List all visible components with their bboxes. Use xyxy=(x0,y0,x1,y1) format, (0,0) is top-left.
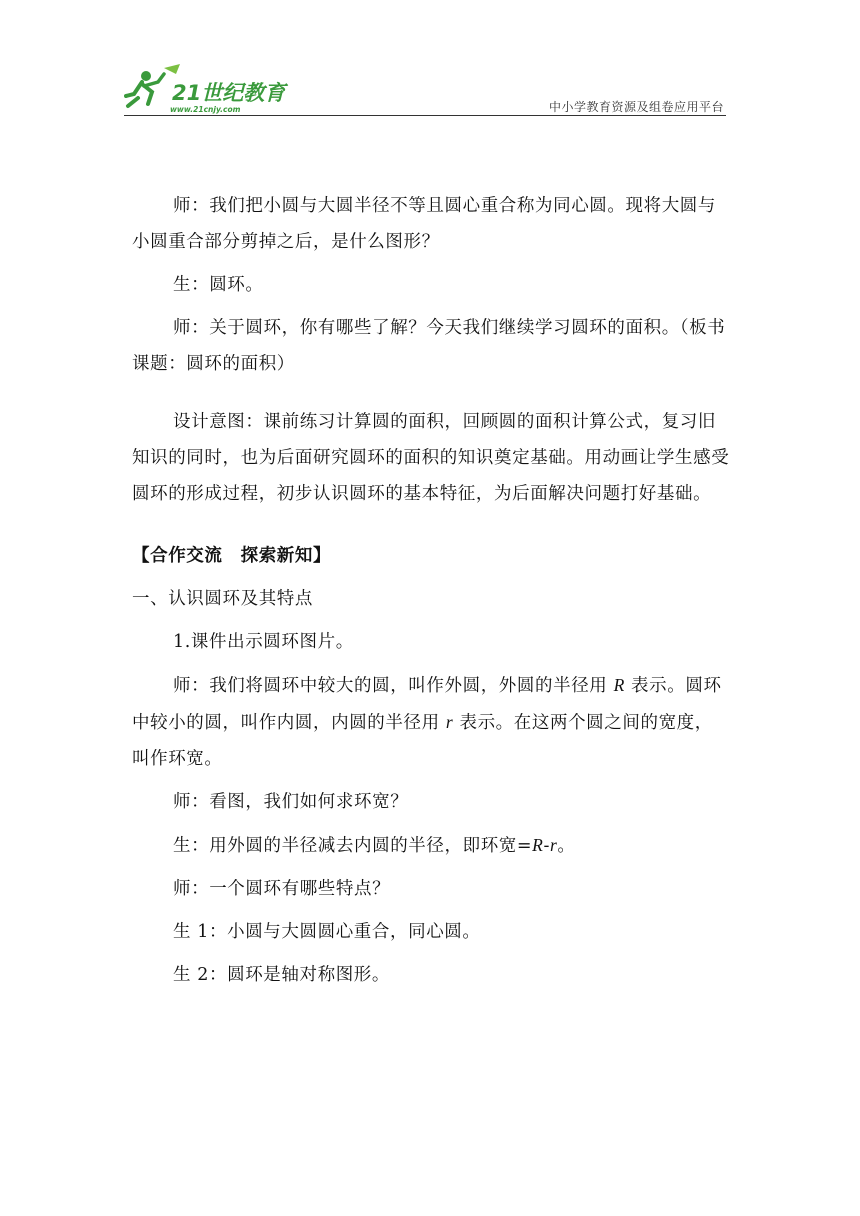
subheading: 一、认识圆环及其特点 xyxy=(132,589,313,609)
header-rule xyxy=(124,115,726,116)
text: 。 xyxy=(557,836,576,856)
site-name: 中小学教育资源及组卷应用平台 xyxy=(548,100,724,114)
logo xyxy=(124,62,294,118)
text: 生：用外圆的半径减去内圆的半径，即环宽= xyxy=(173,836,533,856)
paragraph: 师：关于圆环，你有哪些了解？今天我们继续学习圆环的面积。（板书课题：圆环的面积） xyxy=(132,318,726,374)
paragraph xyxy=(132,827,730,864)
minus-sign: - xyxy=(543,836,550,856)
symbol-R: R xyxy=(613,675,625,695)
list-item: 1.课件出示圆环图片。 xyxy=(173,632,354,652)
paragraph: 师：我们把小圆与大圆半径不等且圆心重合称为同心圆。现将大圆与小圆重合部分剪掉之后，是什么图形？ xyxy=(132,196,716,252)
page-header xyxy=(124,62,726,118)
paragraph: 师：看图，我们如何求环宽？ xyxy=(173,792,409,812)
design-intent: 设计意图：课前练习计算圆的面积，回顾圆的面积计算公式，复习旧知识的同时，也为后面研究圆环的面积的知识奠定基础。用动画让学生感受圆环的形成过程，初步认识圆环的基本特征，为后面解决问题打好基础。 xyxy=(132,412,730,504)
logo-text: 21世纪教育 xyxy=(172,81,286,105)
symbol-r: r xyxy=(549,835,558,855)
symbol-r: r xyxy=(445,712,454,732)
document-body xyxy=(132,188,730,993)
paragraph: 生 2：圆环是轴对称图形。 xyxy=(173,965,390,985)
paragraph: 师：一个圆环有哪些特点？ xyxy=(173,879,391,899)
paragraph: 生 1：小圆与大圆圆心重合，同心圆。 xyxy=(173,922,481,942)
paragraph: 生：圆环。 xyxy=(173,275,264,295)
text: 表示。圆环中较小的圆，叫作内圆，内圆的半径用 xyxy=(132,676,722,733)
paragraph xyxy=(132,667,730,777)
section-heading: 【合作交流 探索新知】 xyxy=(132,546,332,566)
text: 师：我们将圆环中较大的圆，叫作外圆，外圆的半径用 xyxy=(173,676,608,696)
text: 表示。在这两个圆之间的宽度，叫作环宽。 xyxy=(132,713,713,769)
symbol-R: R xyxy=(532,835,544,855)
logo-url: www.21cnjy.com xyxy=(170,105,241,114)
